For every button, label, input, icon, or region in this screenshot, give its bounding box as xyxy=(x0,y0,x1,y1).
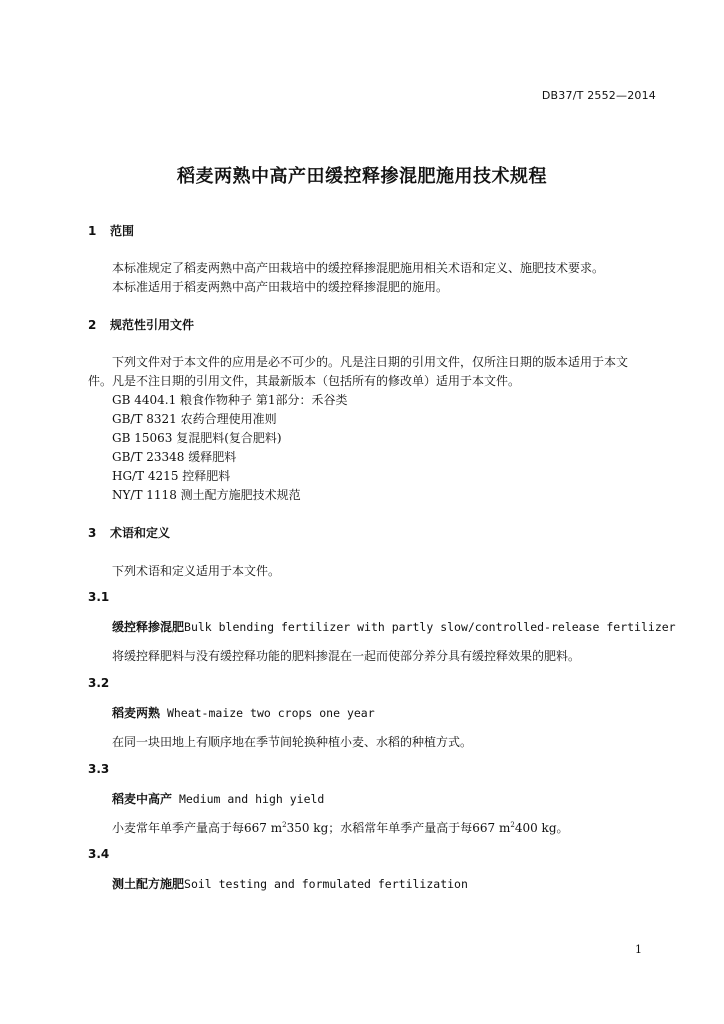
standard-code: DB37/T 2552—2014 xyxy=(541,89,656,102)
term-zh: 缓控释掺混肥 xyxy=(112,620,185,634)
term-en: Soil testing and formulated fertilization xyxy=(184,877,468,891)
section-1-number: 1 xyxy=(88,224,97,238)
reference-item: GB/T 8321 农药合理使用准则 xyxy=(112,412,277,426)
term-zh: 稻麦中高产 xyxy=(112,792,173,806)
reference-item: NY/T 1118 测土配方施肥技术规范 xyxy=(112,488,301,502)
definition-text: 350 kg；水稻常年单季产量高于每667 m xyxy=(286,821,511,835)
superscript: 2 xyxy=(510,821,515,829)
reference-item: HG/T 4215 控释肥料 xyxy=(112,469,231,483)
term-number: 3.1 xyxy=(88,590,110,604)
page-number: 1 xyxy=(635,943,642,956)
term-title xyxy=(112,618,676,635)
section-3-title: 术语和定义 xyxy=(110,526,171,540)
section-3-heading xyxy=(88,524,170,541)
term-en: Medium and high yield xyxy=(172,792,325,806)
reference-item: GB/T 23348 缓释肥料 xyxy=(112,450,237,464)
term-title xyxy=(112,704,375,721)
section-2-title: 规范性引用文件 xyxy=(110,318,195,332)
section-2-intro-line-2: 件。凡是不注日期的引用文件，其最新版本（包括所有的修改单）适用于本文件。 xyxy=(88,374,521,388)
section-2-heading xyxy=(88,316,194,333)
section-3-intro: 下列术语和定义适用于本文件。 xyxy=(112,564,281,578)
term-number: 3.2 xyxy=(88,676,110,690)
term-title xyxy=(112,790,324,807)
reference-item: GB 4404.1 粮食作物种子 第1部分：禾谷类 xyxy=(112,393,348,407)
section-3-number: 3 xyxy=(88,526,97,540)
term-definition: 在同一块田地上有顺序地在季节间轮换种植小麦、水稻的种植方式。 xyxy=(112,735,473,749)
definition-text: 小麦常年单季产量高于每667 m xyxy=(112,821,283,835)
term-number: 3.3 xyxy=(88,762,110,776)
section-2-number: 2 xyxy=(88,318,97,332)
term-number: 3.4 xyxy=(88,847,110,861)
definition-text: 400 kg。 xyxy=(514,821,569,835)
section-1-heading xyxy=(88,222,134,239)
section-1-paragraph-2: 本标准适用于稻麦两熟中高产田栽培中的缓控释掺混肥的施用。 xyxy=(112,280,449,294)
term-zh: 测土配方施肥 xyxy=(112,877,185,891)
term-zh: 稻麦两熟 xyxy=(112,706,161,720)
term-title xyxy=(112,875,468,892)
section-1-paragraph-1: 本标准规定了稻麦两熟中高产田栽培中的缓控释掺混肥施用相关术语和定义、施肥技术要求。 xyxy=(112,261,605,275)
section-2-intro-line-1: 下列文件对于本文件的应用是必不可少的。凡是注日期的引用文件，仅所注日期的版本适用于本文 xyxy=(112,355,629,369)
document-title: 稻麦两熟中高产田缓控释掺混肥施用技术规程 xyxy=(177,166,547,187)
superscript: 2 xyxy=(282,821,287,829)
term-en: Bulk blending fertilizer with partly slow/controlled-release fertilizer xyxy=(184,620,676,634)
reference-item: GB 15063 复混肥料(复合肥料) xyxy=(112,431,282,445)
section-1-title: 范围 xyxy=(110,224,135,238)
term-definition: 将缓控释肥料与没有缓控释功能的肥料掺混在一起而使部分养分具有缓控释效果的肥料。 xyxy=(112,649,581,663)
term-definition xyxy=(112,819,569,836)
term-en: Wheat-maize two crops one year xyxy=(160,706,375,720)
